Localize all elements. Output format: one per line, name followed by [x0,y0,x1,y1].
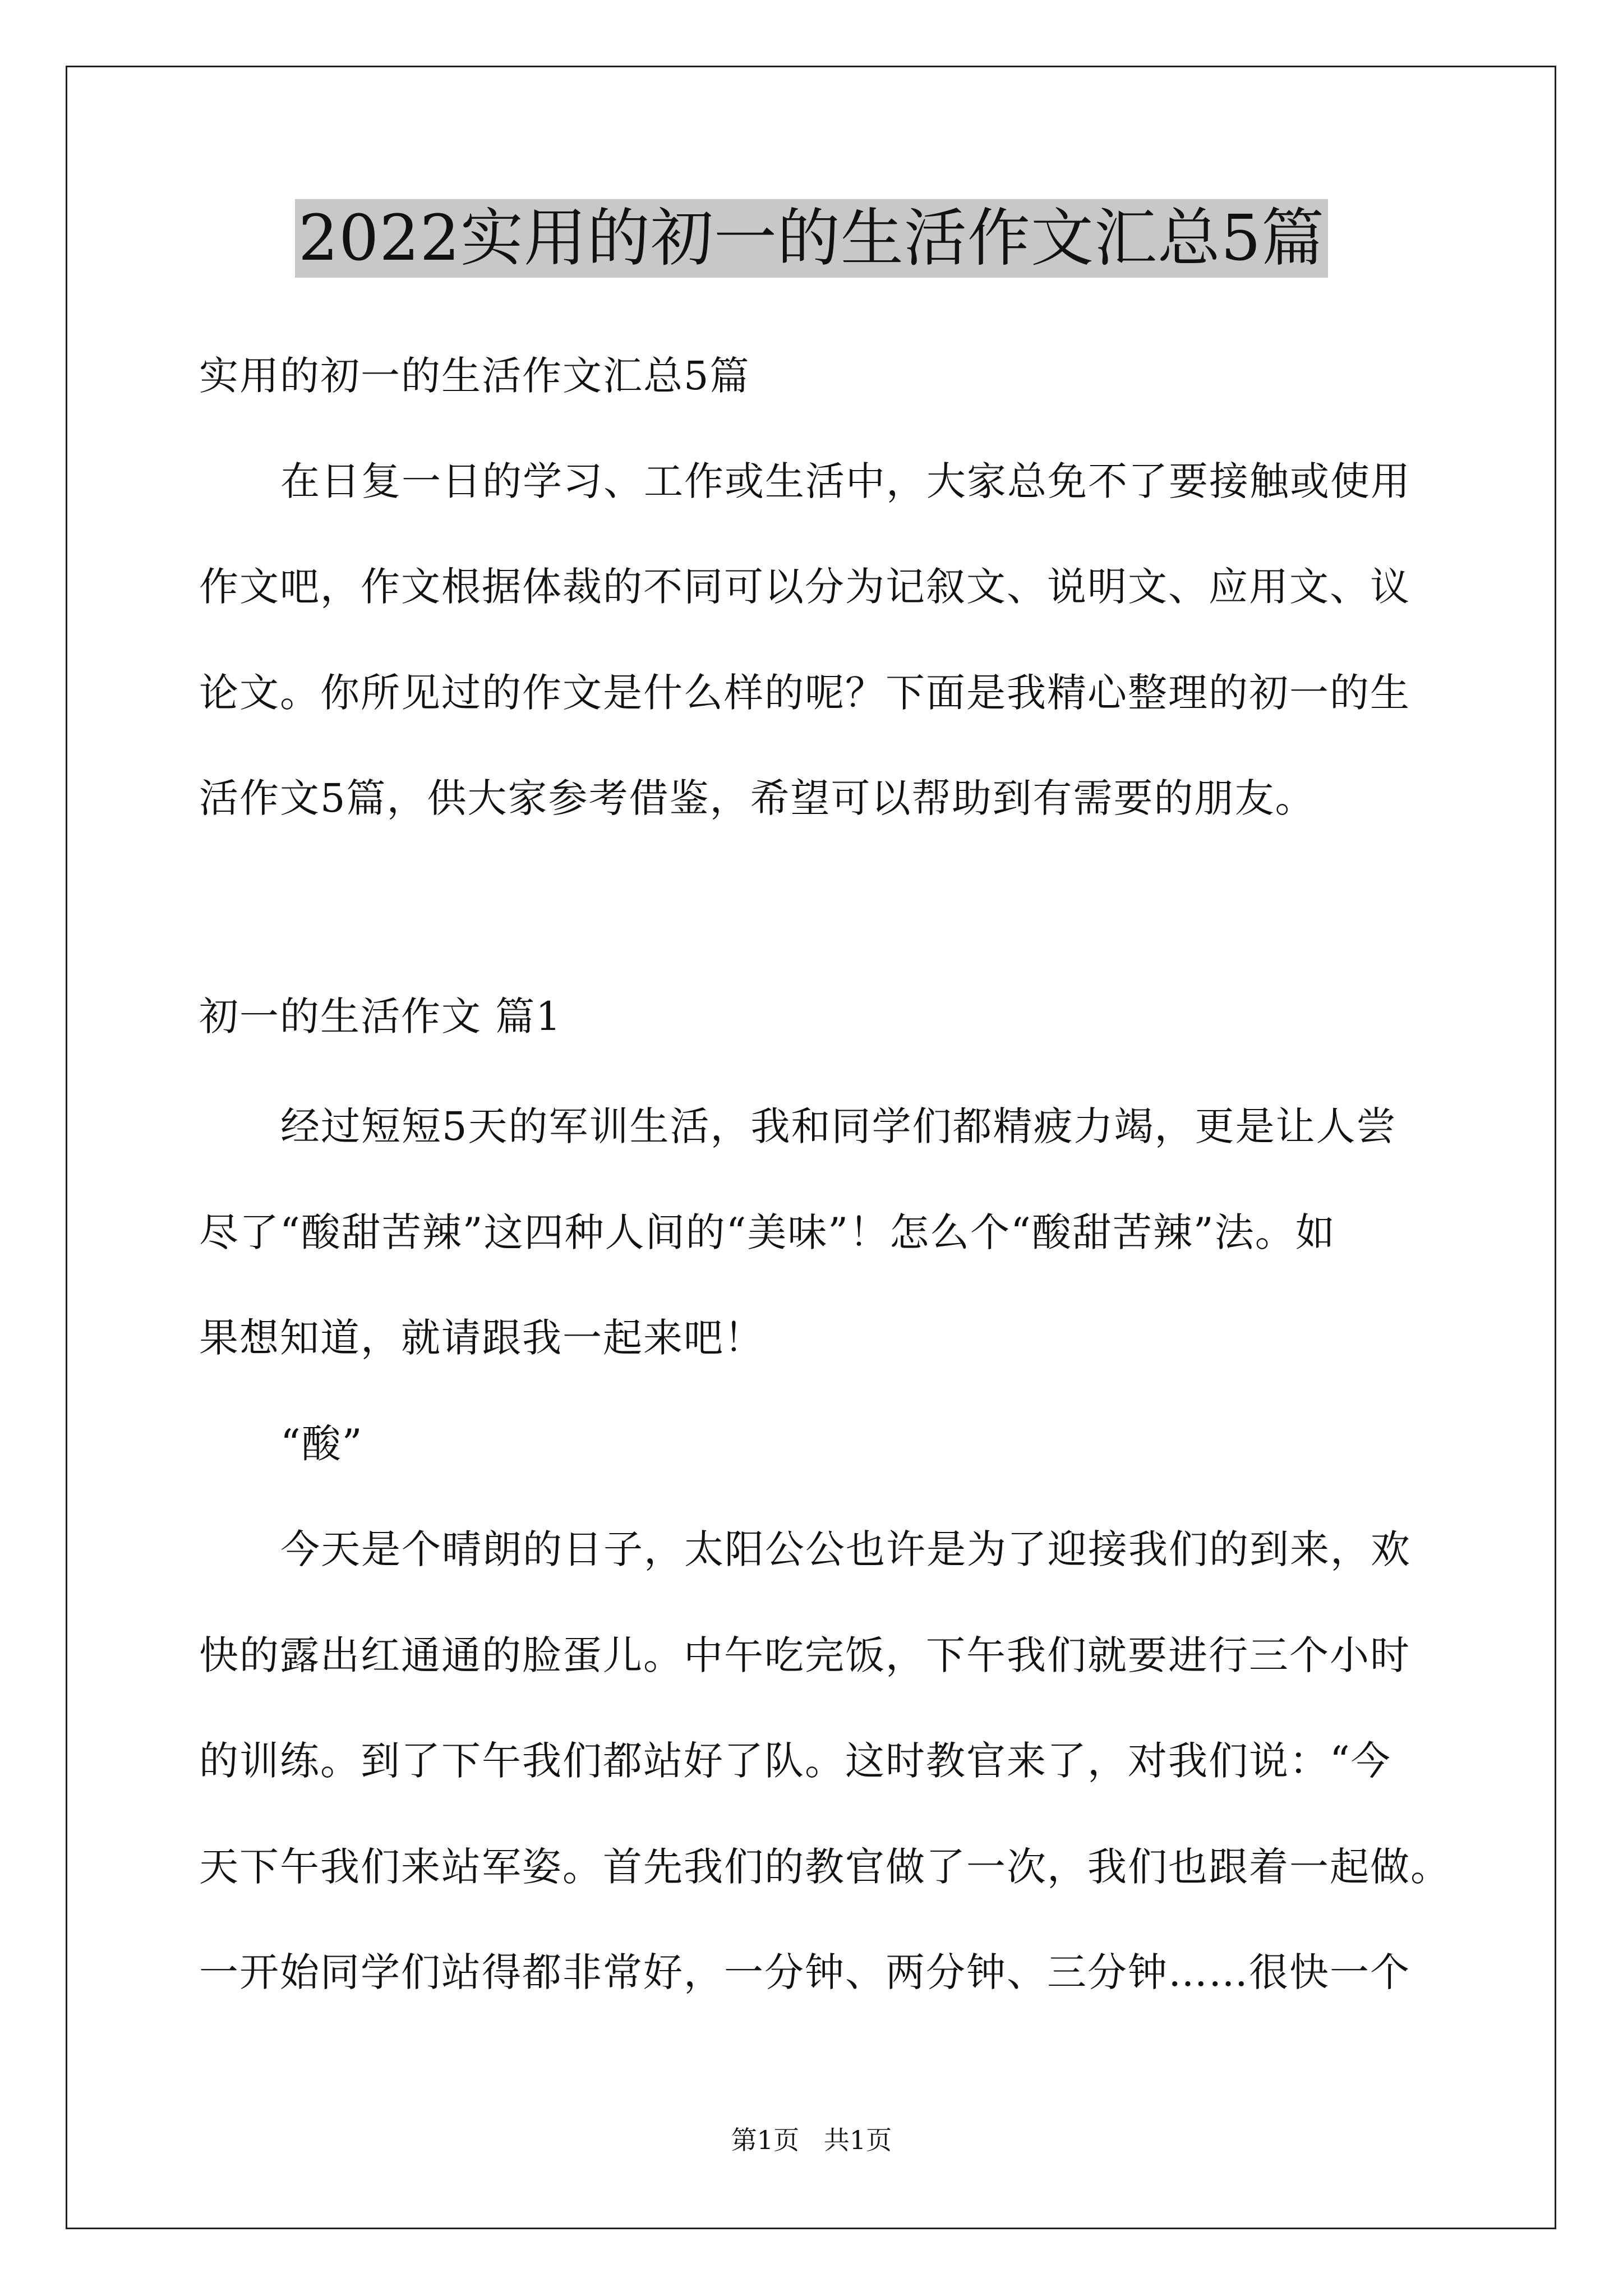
section-heading: 初一的生活作文 篇1 [199,993,562,1039]
title-wrap [0,199,1623,278]
intro-line: 活作文5篇，供大家参考借鉴，希望可以帮助到有需要的朋友。 [199,775,1316,821]
intro-line: 在日复一日的学习、工作或生活中，大家总免不了要接触或使用 [280,458,1411,504]
paragraph-line: 果想知道，就请跟我一起来吧！ [199,1315,764,1361]
paragraph-line: 今天是个晴朗的日子，太阳公公也许是为了迎接我们的到来，欢 [280,1526,1411,1572]
paragraph-line: 的训练。到了下午我们都站好了队。这时教官来了，对我们说：“今 [199,1738,1391,1784]
document-title: 2022实用的初一的生活作文汇总5篇 [295,199,1328,278]
page-footer: 第1页 共1页 [731,2125,892,2155]
intro-line: 作文吧，作文根据体裁的不同可以分为记叙文、说明文、应用文、议 [199,564,1410,610]
paragraph-line: 快的露出红通通的脸蛋儿。中午吃完饭，下午我们就要进行三个小时 [199,1632,1410,1678]
paragraph-line: 一开始同学们站得都非常好，一分钟、两分钟、三分钟……很快一个 [199,1949,1410,1995]
document-subtitle: 实用的初一的生活作文汇总5篇 [199,353,750,399]
intro-line: 论文。你所见过的作文是什么样的呢？下面是我精心整理的初一的生 [199,670,1410,716]
paragraph-line: 经过短短5天的军训生活，我和同学们都精疲力竭，更是让人尝 [280,1103,1397,1149]
paragraph-line: 天下午我们来站军姿。首先我们的教官做了一次，我们也跟着一起做。 [199,1844,1451,1890]
sub-heading: “酸” [280,1421,363,1467]
paragraph-line: 尽了“酸甜苦辣”这四种人间的“美味”！怎么个“酸甜苦辣”法。如 [199,1209,1336,1255]
